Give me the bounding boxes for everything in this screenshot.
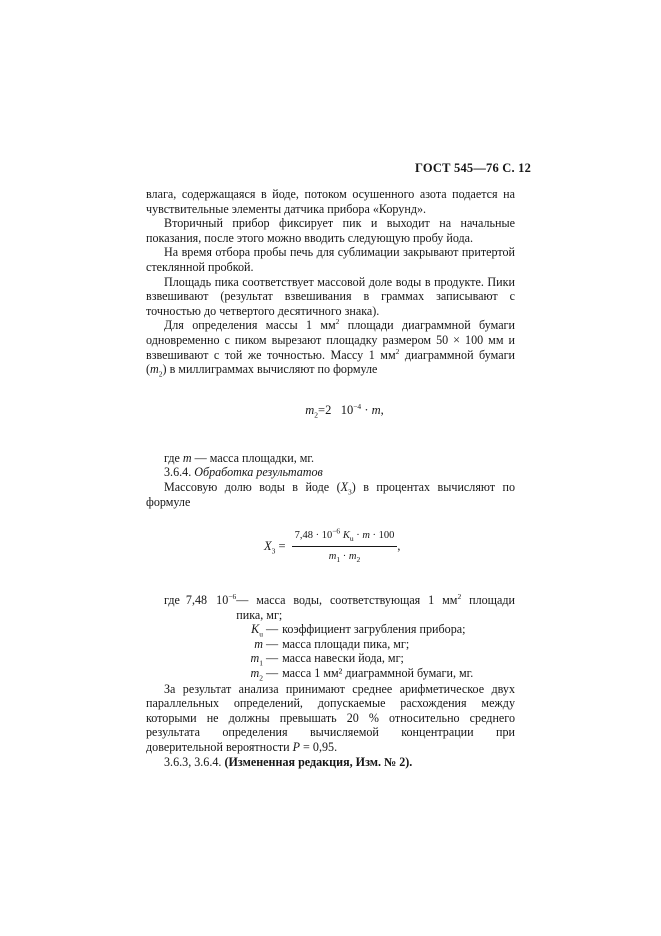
where-row-m: m — масса площади пика, мг; bbox=[254, 636, 410, 651]
where-row-coef: где 7,48 $10^{-6}$ — масса воды, соответствующая 1 $мм^2$ площади пика, мг; bbox=[164, 592, 515, 622]
formula-m2: $m_2=2$ $10^{-4} \cdot m$, bbox=[305, 401, 384, 420]
formula-x3: $X_3$ = $\frac{7,48 \cdot 10^{-6} K_u \cdot m \cdot 100}{m_1 \cdot m_2}$ , bbox=[264, 526, 401, 564]
paragraph-5: Для определения массы 1 $мм^2$ площади диаграммной бумаги одновременно с пиком вырезают площадку размером 50 × 100 мм и взвешивают с той же точностью. Массу 1 $мм^2$ диаграммной бумаги $(m_2)$ в миллиграммах вычисляют по формуле bbox=[146, 317, 515, 379]
page-header: ГОСТ 545—76 С. 12 bbox=[415, 161, 532, 175]
paragraph-7: За результат анализа принимают среднее арифметическое двух параллельных определений, допускаемые расхождения между которыми не должны превышать 20 % относительно среднего результата определения вычисляемой концентрации при доверительной вероятности P = 0,95. bbox=[146, 681, 515, 755]
section-3-6-4: 3.6.4. Обработка результатов bbox=[164, 465, 323, 480]
where-m: где m — масса площадки, мг. bbox=[164, 450, 315, 465]
fraction-denominator: $m_1 \cdot m_2$ bbox=[328, 550, 361, 564]
where-row-m1: $m_1$ — масса навески йода, мг; bbox=[250, 651, 404, 668]
paragraph-2: Вторичный прибор фиксирует пик и выходит на начальные показания, после этого можно вводить следующую пробу йода. bbox=[146, 216, 515, 245]
where-block bbox=[146, 593, 515, 681]
fraction bbox=[292, 526, 398, 564]
fraction-numerator: $7,48 \cdot 10^{-6}$ $K_u \cdot m \cdot 100$ bbox=[292, 529, 398, 547]
paragraph-1: влага, содержащаяся в йоде, потоком осушенного азота подается на чувствительные элементы датчика прибора «Корунд». bbox=[146, 187, 515, 216]
paragraph-3: На время отбора пробы печь для сублимации закрывают притертой стеклянной пробкой. bbox=[146, 245, 515, 274]
document-body bbox=[146, 187, 515, 769]
where-row-m2: $m_2$ — масса 1 мм² диаграммной бумаги, мг. bbox=[250, 666, 474, 683]
amendment-note: 3.6.3, 3.6.4. (Измененная редакция, Изм. № 2). bbox=[164, 754, 413, 769]
paragraph-4: Площадь пика соответствует массовой доле воды в продукте. Пики взвешивают (результат взвешивания в граммах записывают с точностью до четвертого десятичного знака). bbox=[146, 274, 515, 318]
paragraph-6: Массовую долю воды в йоде $(X_3)$ в процентах вычисляют по формуле bbox=[146, 479, 515, 509]
where-row-ku: $K_u$ — коэффициент загрубления прибора; bbox=[251, 622, 466, 639]
